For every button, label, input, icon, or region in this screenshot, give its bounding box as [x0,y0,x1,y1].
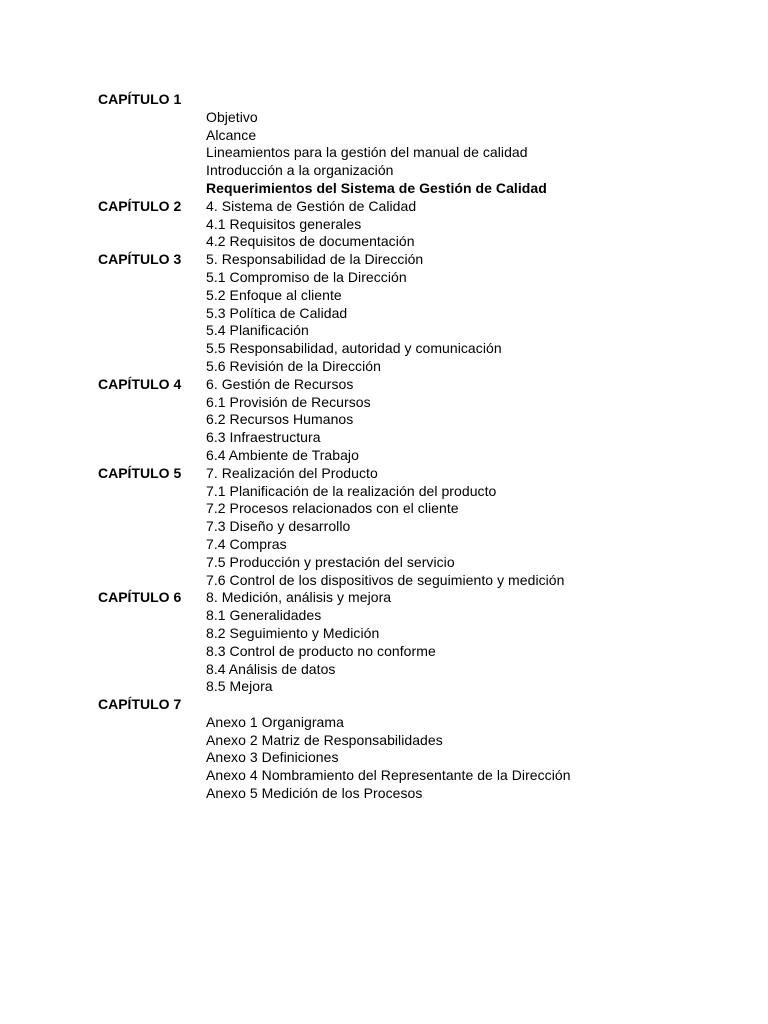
toc-entry: 6.1 Provisión de Recursos [206,393,371,410]
chapter-label [98,358,206,376]
toc-entry: 6. Gestión de Recursos [206,375,354,392]
toc-row [98,251,718,269]
chapter-label [98,785,206,803]
toc-entry: 4. Sistema de Gestión de Calidad [206,197,417,214]
toc-entry: 7.5 Producción y prestación del servicio [206,553,455,570]
chapter-label [98,661,206,679]
section-heading: Requerimientos del Sistema de Gestión de Calidad [206,179,547,196]
chapter-label [98,340,206,358]
chapter-label [98,322,206,340]
toc-entry: 6.2 Recursos Humanos [206,411,354,428]
chapter-label [98,216,206,234]
toc-row [98,607,718,625]
toc-row [98,109,718,127]
toc-row [98,340,718,358]
toc-entry: 5.6 Revisión de la Dirección [206,357,381,374]
toc-entry: 7. Realización del Producto [206,464,378,481]
toc-entry: 6.3 Infraestructura [206,429,321,446]
toc-row [98,465,718,483]
toc-row [98,643,718,661]
chapter-label: CAPÍTULO 3 [98,251,182,268]
toc-row [98,447,718,465]
toc-row [98,91,718,109]
toc-row [98,429,718,447]
chapter-label [98,749,206,767]
toc-row [98,411,718,429]
toc-row [98,661,718,679]
chapter-label [98,162,206,180]
toc-row [98,358,718,376]
chapter-label [98,287,206,305]
toc-row [98,376,718,394]
chapter-label [98,678,206,696]
chapter-label [98,518,206,536]
toc-row [98,625,718,643]
toc-row [98,714,718,732]
toc-entry: Anexo 5 Medición de los Procesos [206,785,423,802]
toc-entry: 7.6 Control de los dispositivos de seguimiento y medición [206,571,565,588]
toc-entry: Anexo 2 Matriz de Responsabilidades [206,731,443,748]
toc-row [98,589,718,607]
chapter-label: CAPÍTULO 7 [98,696,182,713]
toc-entry: 8. Medición, análisis y mejora [206,589,392,606]
chapter-label: CAPÍTULO 6 [98,589,182,606]
toc-entry: 7.1 Planificación de la realización del producto [206,482,497,499]
chapter-label [98,429,206,447]
chapter-label [98,643,206,661]
chapter-label: CAPÍTULO 1 [98,91,182,107]
toc-entry: 8.3 Control de producto no conforme [206,642,436,659]
chapter-label [98,714,206,732]
toc-entry: 5.4 Planificación [206,322,309,339]
toc-entry: 8.4 Análisis de datos [206,660,336,677]
table-of-contents [98,91,718,803]
toc-row [98,536,718,554]
chapter-label [98,144,206,162]
chapter-label [98,394,206,412]
toc-row [98,305,718,323]
toc-row [98,269,718,287]
toc-entry: Introducción a la organización [206,162,394,179]
toc-entry: Lineamientos para la gestión del manual de calidad [206,144,528,161]
chapter-label [98,447,206,465]
chapter-label [98,500,206,518]
toc-entry: 4.1 Requisitos generales [206,215,362,232]
toc-entry: 7.3 Diseño y desarrollo [206,518,351,535]
chapter-label [98,411,206,429]
toc-entry: 5.3 Política de Calidad [206,304,348,321]
toc-entry: 5. Responsabilidad de la Dirección [206,251,424,268]
toc-row [98,500,718,518]
toc-row [98,518,718,536]
toc-row [98,127,718,145]
toc-row [98,198,718,216]
toc-row [98,678,718,696]
toc-row [98,732,718,750]
toc-entry: 4.2 Requisitos de documentación [206,233,415,250]
toc-row [98,785,718,803]
toc-entry: 5.1 Compromiso de la Dirección [206,268,407,285]
toc-entry: Anexo 4 Nombramiento del Representante de la Dirección [206,767,571,784]
chapter-label: CAPÍTULO 4 [98,375,182,392]
toc-entry: 7.4 Compras [206,535,287,552]
chapter-label: CAPÍTULO 2 [98,197,182,214]
toc-entry: Anexo 3 Definiciones [206,749,339,766]
toc-entry: 8.5 Mejora [206,678,273,695]
chapter-label [98,483,206,501]
toc-row [98,483,718,501]
toc-row [98,696,718,714]
toc-entry [206,91,718,109]
toc-entry: Objetivo [206,108,258,125]
chapter-label [98,767,206,785]
toc-row [98,749,718,767]
chapter-label [98,233,206,251]
chapter-label [98,572,206,590]
toc-row [98,233,718,251]
toc-row [98,554,718,572]
toc-row [98,572,718,590]
toc-row [98,216,718,234]
toc-entry: 8.1 Generalidades [206,607,322,624]
toc-row [98,180,718,198]
toc-row [98,322,718,340]
chapter-label [98,607,206,625]
toc-entry [206,696,718,714]
toc-row [98,287,718,305]
chapter-label [98,109,206,127]
chapter-label [98,127,206,145]
chapter-label [98,269,206,287]
toc-entry: 5.5 Responsabilidad, autoridad y comunicación [206,340,502,357]
toc-row [98,767,718,785]
chapter-label [98,625,206,643]
chapter-label [98,180,206,198]
chapter-label [98,554,206,572]
toc-entry: Alcance [206,126,257,143]
toc-entry: 8.2 Seguimiento y Medición [206,624,380,641]
toc-row [98,144,718,162]
toc-row [98,394,718,412]
chapter-label [98,536,206,554]
chapter-label [98,732,206,750]
toc-entry: 5.2 Enfoque al cliente [206,286,342,303]
toc-row [98,162,718,180]
chapter-label [98,305,206,323]
chapter-label: CAPÍTULO 5 [98,464,182,481]
toc-entry: 6.4 Ambiente de Trabajo [206,446,359,463]
toc-entry: 7.2 Procesos relacionados con el cliente [206,500,459,517]
toc-entry: Anexo 1 Organigrama [206,713,344,730]
